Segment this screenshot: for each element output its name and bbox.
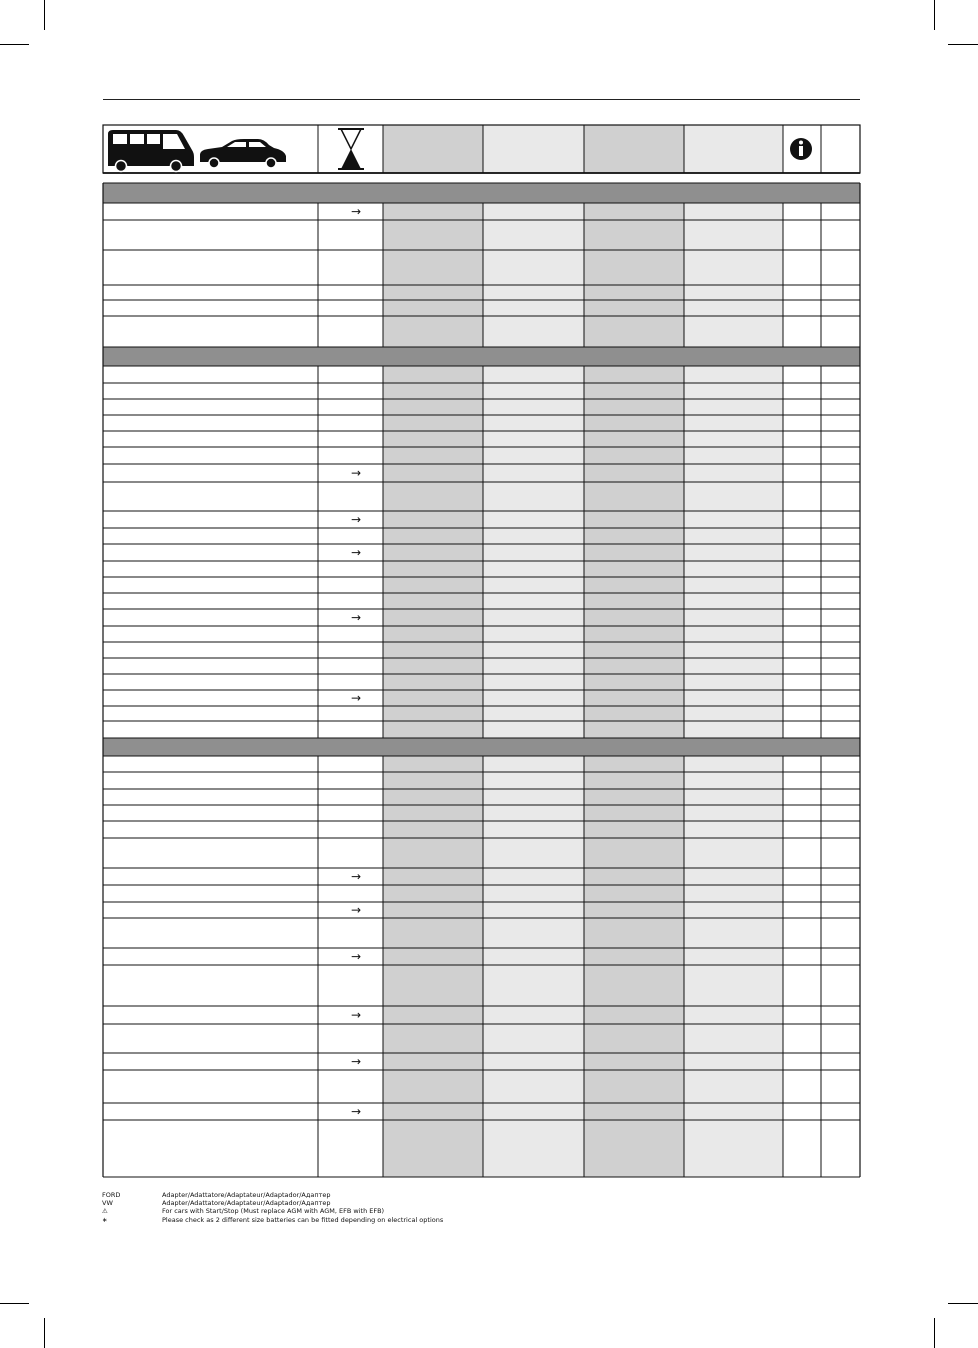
header-column-shade (584, 125, 684, 173)
legend-text: Adapter/Adattatore/Adaptateur/Adaptador/Адаптер (162, 1199, 331, 1208)
column-shading (383, 125, 783, 1177)
column-shade (684, 183, 783, 1177)
right-arrow-icon: → (350, 512, 362, 527)
legend-row (102, 1207, 443, 1215)
section-header-bar (103, 347, 860, 366)
column-shade (483, 183, 584, 1177)
right-arrow-icon: → (350, 466, 362, 480)
header-column-shade (684, 125, 783, 173)
sedan-car-icon (200, 139, 286, 168)
right-arrow-icon: → (350, 545, 362, 560)
legend-key: VW (102, 1199, 113, 1208)
legend-text: Adapter/Adattatore/Adaptateur/Adaptador/Адаптер (162, 1191, 331, 1199)
asterisk-icon: ∗ (102, 1215, 108, 1224)
right-arrow-icon: → (350, 1054, 362, 1069)
section-header-bar (103, 738, 860, 756)
right-arrow-icon: → (350, 869, 362, 884)
header-column-shade (483, 125, 584, 173)
right-arrow-icon: → (350, 949, 362, 964)
legend-row (102, 1191, 443, 1199)
section-header-bar (103, 183, 860, 203)
arrow-markers (351, 205, 361, 1119)
legend (102, 1191, 443, 1224)
right-arrow-icon: → (350, 1104, 362, 1119)
column-shade (383, 183, 483, 1177)
right-arrow-icon: → (350, 204, 362, 219)
info-icon (790, 138, 812, 160)
right-arrow-icon: → (350, 1008, 362, 1022)
legend-key: FORD (102, 1191, 121, 1199)
legend-text: For cars with Start/Stop (Must replace AGM with AGM, EFB with EFB) (162, 1207, 385, 1216)
column-shade (584, 183, 684, 1177)
right-arrow-icon: → (350, 610, 362, 625)
legend-text: Please check as 2 different size batteries can be fitted depending on electrical options (162, 1215, 444, 1224)
header-column-shade (383, 125, 483, 173)
van-icon (108, 130, 194, 172)
legend-row (102, 1216, 443, 1224)
hourglass-icon (338, 129, 364, 169)
legend-row (102, 1199, 443, 1207)
warning-icon: ⚠ (102, 1207, 108, 1216)
right-arrow-icon: → (350, 903, 362, 917)
right-arrow-icon: → (350, 691, 362, 705)
